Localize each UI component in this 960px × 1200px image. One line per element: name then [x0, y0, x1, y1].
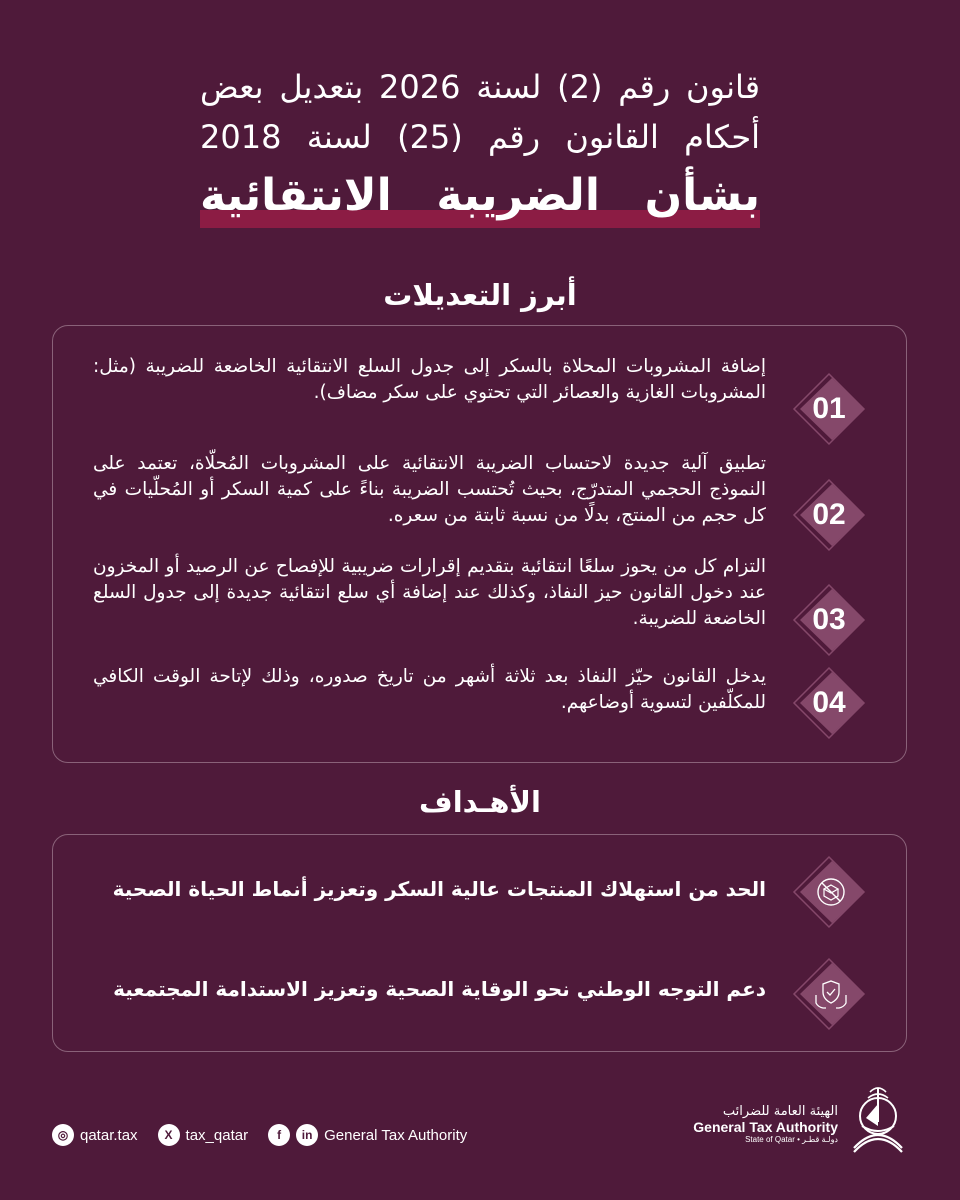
logo-arabic: الهيئة العامة للضرائب — [722, 1104, 838, 1119]
goal-text: دعم التوجه الوطني نحو الوقاية الصحية وتعزيز الاستدامة المجتمعية — [113, 977, 766, 1001]
instagram-link[interactable] — [52, 1124, 138, 1146]
item-number: 02 — [812, 498, 846, 531]
facebook-linkedin-link[interactable] — [268, 1124, 467, 1146]
header-line-2: أحكام القانون رقم (25) لسنة 2018 — [200, 118, 761, 156]
x-link[interactable] — [158, 1124, 249, 1146]
amendment-text: يدخل القانون حيّز النفاذ بعد ثلاثة أشهر من تاريخ صدوره، وذلك لإتاحة الوقت الكافي للمكلّفين لتسوية أوضاعهم. — [93, 666, 766, 713]
logo-english: General Tax Authority — [693, 1119, 838, 1135]
goal-text: الحد من استهلاك المنتجات عالية السكر وتعزيز أنماط الحياة الصحية — [112, 877, 766, 901]
header-highlight — [200, 166, 760, 232]
amendments-title: أبرز التعديلات — [383, 278, 577, 312]
amendment-item-2 — [53, 451, 906, 541]
goals-box — [52, 834, 907, 1052]
org-name: General Tax Authority — [324, 1126, 468, 1144]
diamond-badge — [792, 583, 866, 657]
authority-logo-text — [693, 1104, 838, 1144]
header-line-1: قانون رقم (2) لسنة 2026 بتعديل بعض — [200, 68, 761, 106]
qatar-emblem-icon — [848, 1082, 908, 1158]
goal-item-2 — [53, 957, 906, 1037]
amendment-item-4 — [53, 664, 906, 744]
amendment-item-1 — [53, 348, 906, 428]
goal-item-1 — [53, 855, 906, 935]
amendment-text: إضافة المشروبات المحلاة بالسكر إلى جدول السلع الانتقائية الخاضعة للضريبة (مثل: المشروبات الغازية والعصائر التي تحتوي على سكر مضاف). — [93, 356, 766, 403]
item-number: 01 — [812, 392, 846, 425]
instagram-handle: qatar.tax — [80, 1126, 138, 1144]
amendments-box — [52, 325, 907, 763]
goals-title: الأهـداف — [419, 785, 541, 819]
page-header — [200, 62, 760, 232]
facebook-icon: f — [268, 1124, 290, 1146]
amendment-item-3 — [53, 554, 906, 644]
x-handle: tax_qatar — [185, 1126, 249, 1144]
item-number: 03 — [812, 603, 846, 636]
linkedin-icon: in — [296, 1124, 318, 1146]
footer-social — [52, 1120, 467, 1150]
diamond-badge — [792, 478, 866, 552]
item-number: 04 — [812, 686, 846, 719]
diamond-badge — [792, 372, 866, 446]
logo-state: State of Qatar • دولـة قطـر — [745, 1135, 838, 1144]
diamond-badge — [792, 666, 866, 740]
no-sugar-icon — [792, 855, 866, 929]
amendment-text: تطبيق آلية جديدة لاحتساب الضريبة الانتقائية على المشروبات المُحلّاة، تعتمد على النموذج الحجمي المتدرّج، بحيث تُحتسب الضريبة بناءً على كمية السكر أو المُحلّيات في كل حجم من المنتج، بدلًا من نسبة ثابتة من سعره. — [93, 453, 766, 526]
amendment-text: التزام كل من يحوز سلعًا انتقائية بتقديم إقرارات ضريبية للإفصاح عن الرصيد أو المخزون عند دخول القانون حيز النفاذ، وكذلك عند إضافة أي سلع انتقائية جديدة إلى جدول السلع الخاضعة للضريبة. — [93, 556, 766, 629]
protected-hands-icon — [792, 957, 866, 1031]
instagram-icon: ◎ — [52, 1124, 74, 1146]
x-icon: X — [158, 1124, 180, 1146]
header-line-3: بشأن الضريبة الانتقائية — [200, 170, 760, 221]
